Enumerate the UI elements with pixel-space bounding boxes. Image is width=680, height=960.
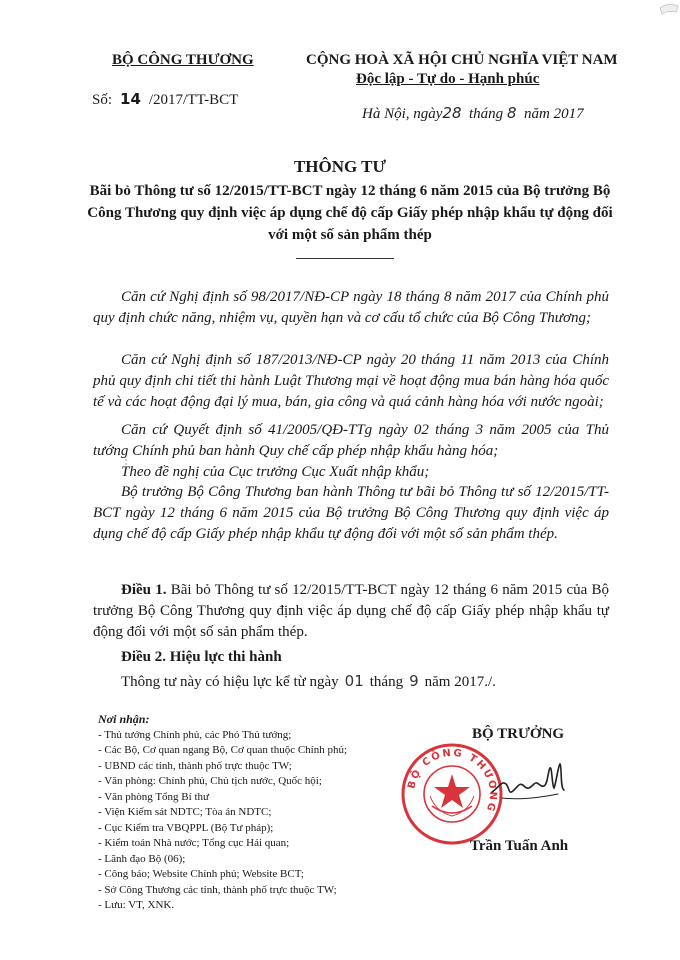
preamble-3: Căn cứ Quyết định số 41/2005/QĐ-TTg ngày 02 tháng 3 năm 2005 của Thủ tướng Chính phủ ban hành Quy chế cấp phép nhập khẩu hàng hóa; — [93, 422, 609, 459]
number-label: Số: — [92, 92, 113, 108]
recipient-item: - Thủ tướng Chính phủ, các Phó Thủ tướng; — [98, 728, 292, 741]
recipient-item: - Cục Kiểm tra VBQPPL (Bộ Tư pháp); — [98, 821, 274, 834]
signer-name: Trần Tuấn Anh — [470, 838, 569, 854]
recipient-item: - Viện Kiểm sát NDTC; Tòa án NDTC; — [98, 806, 272, 818]
recipients-heading: Nơi nhận: — [98, 712, 150, 726]
recipient-item: - Lãnh đạo Bộ (06); — [98, 852, 186, 865]
recipient-item: - Sở Công Thương các tỉnh, thành phố trực thuộc TW; — [98, 883, 337, 896]
corner-mark — [658, 0, 680, 20]
document-subject: Bãi bỏ Thông tư số 12/2015/TT-BCT ngày 12 tháng 6 năm 2015 của Bộ trưởng Bộ Công Thương quy định việc áp dụng chế độ cấp Giấy phép nhập khẩu tự động đối với một số sản phẩm thép — [87, 183, 613, 243]
republic-name: CỘNG HOÀ XÃ HỘI CHỦ NGHĨA VIỆT NAM — [306, 52, 618, 68]
issue-date — [362, 104, 584, 123]
seal-text: BỘ CÔNG THƯƠNG — [406, 747, 499, 815]
date-year: năm 2017 — [523, 106, 584, 122]
preamble-4: Theo đề nghị của Cục trưởng Cục Xuất nhập khẩu; — [121, 464, 430, 480]
effective-text-before: Thông tư này có hiệu lực kể từ ngày — [121, 674, 339, 690]
motto: Độc lập - Tự do - Hạnh phúc — [356, 71, 540, 87]
article-1 — [93, 580, 609, 643]
document-type: THÔNG TƯ — [293, 157, 387, 176]
recipient-item: - Lưu: VT, XNK. — [98, 899, 175, 911]
effective-month: 9 — [409, 672, 419, 690]
date-month-label: tháng — [469, 106, 504, 122]
signature-icon — [488, 758, 570, 808]
date-month: 8 — [506, 104, 517, 122]
recipient-item: - Văn phòng: Chính phủ, Chủ tịch nước, Quốc hội; — [98, 775, 322, 787]
recipient-item: - Văn phòng Tổng Bí thư — [98, 790, 209, 803]
article-1-label: Điều 1. — [121, 582, 167, 598]
ministry-name: BỘ CÔNG THƯƠNG — [112, 52, 254, 68]
effective-text-after: năm 2017./. — [424, 674, 496, 690]
title-divider — [296, 258, 394, 259]
date-place: Hà Nội, ngày — [362, 106, 443, 122]
preamble-2: Căn cứ Nghị định số 187/2013/NĐ-CP ngày 20 tháng 11 năm 2013 của Chính phủ quy định chi tiết thi hành Luật Thương mại về hoạt động mua bán hàng hóa quốc tế và các hoạt động đại lý mua, bán, gia công và quá cảnh hàng hóa với nước ngoài; — [93, 352, 609, 410]
effective-day: 01 — [344, 672, 364, 690]
number-suffix: /2017/TT-BCT — [148, 92, 239, 108]
effective-month-label: tháng — [369, 674, 404, 690]
article-1-text: Bãi bỏ Thông tư số 12/2015/TT-BCT ngày 12 tháng 6 năm 2015 của Bộ trưởng Bộ Công Thương quy định việc áp dụng chế độ cấp Giấy phép nhập khẩu tự động đối với một số sản phẩm thép. — [93, 582, 610, 640]
preamble-5: Bộ trưởng Bộ Công Thương ban hành Thông tư bãi bỏ Thông tư số 12/2015/TT-BCT ngày 12 tháng 6 năm 2015 của Bộ trưởng Bộ Công Thương quy định việc áp dụng chế độ cấp Giấy phép nhập khẩu tự động đối với một số sản phẩm thép. — [93, 484, 609, 542]
signer-title: BỘ TRƯỞNG — [472, 726, 565, 742]
recipients-list — [98, 712, 347, 914]
preamble-1: Căn cứ Nghị định số 98/2017/NĐ-CP ngày 18 tháng 8 năm 2017 của Chính phủ quy định chức năng, nhiệm vụ, quyền hạn và cơ cấu tổ chức của Bộ Công Thương; — [93, 289, 609, 326]
date-day: 28 — [442, 104, 462, 122]
recipient-item: - Công báo; Website Chính phủ; Website BCT; — [98, 868, 304, 880]
article-2-title: Điều 2. Hiệu lực thi hành — [121, 649, 282, 665]
article-2-body — [121, 672, 496, 691]
document-number — [92, 90, 238, 109]
recipient-item: - Các Bộ, Cơ quan ngang Bộ, Cơ quan thuộc Chính phủ; — [98, 744, 348, 756]
recipient-item: - UBND các tỉnh, thành phố trực thuộc TW; — [98, 759, 292, 772]
number-value: 14 — [120, 90, 141, 108]
recipient-item: - Kiểm toán Nhà nước; Tổng cục Hải quan; — [98, 837, 290, 849]
